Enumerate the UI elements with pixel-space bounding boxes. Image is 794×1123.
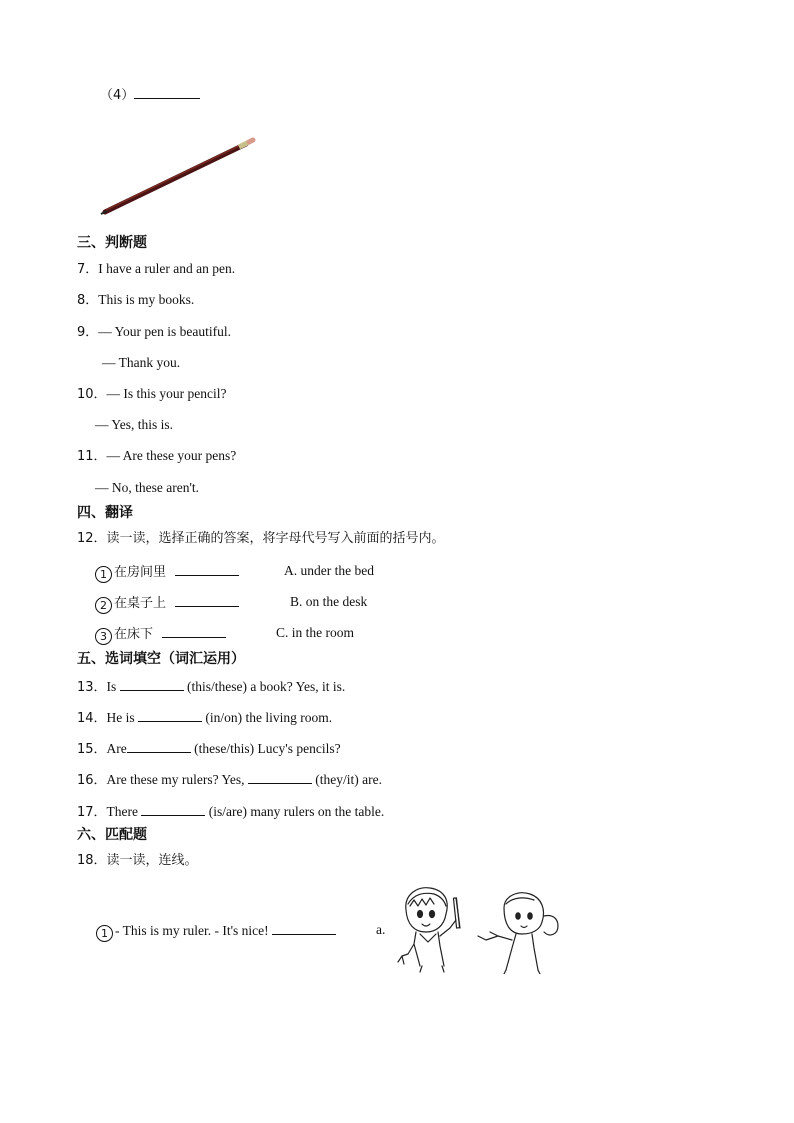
- question-14-before: He is: [106, 710, 135, 725]
- question-12-number: 12．: [77, 531, 107, 546]
- item-3-blank[interactable]: [162, 625, 226, 638]
- circled-number-1: 1: [96, 925, 113, 942]
- question-7-text: I have a ruler and an pen.: [98, 261, 236, 276]
- question-8-text: This is my books.: [98, 292, 195, 307]
- item-1-chinese: 在房间里: [114, 565, 167, 580]
- question-14-number: 14．: [77, 711, 107, 726]
- circled-number-2: 2: [95, 597, 112, 614]
- question-17-number: 17．: [77, 805, 107, 820]
- question-16-number: 16．: [77, 773, 107, 788]
- section-4-title: 四、翻译: [77, 505, 133, 521]
- question-12-item-1: [95, 563, 239, 583]
- question-12-instruction: 读一读，选择正确的答案，将字母代号写入前面的括号内。: [106, 531, 445, 546]
- item-3-chinese: 在床下: [114, 627, 154, 642]
- match-item-1-blank[interactable]: [272, 922, 336, 935]
- item-4-blank[interactable]: [134, 86, 200, 99]
- question-11: [77, 449, 236, 463]
- match-item-1: [96, 922, 336, 942]
- question-13-after: (this/these) a book? Yes, it is.: [187, 679, 346, 694]
- circled-number-3: 3: [95, 628, 112, 645]
- question-11-line-1: — Are these your pens?: [106, 448, 237, 463]
- section-6-title: 六、匹配题: [77, 827, 147, 843]
- option-c: C. in the room: [276, 625, 354, 640]
- question-10: [77, 387, 227, 401]
- question-18-instruction: 读一读，连线。: [106, 853, 198, 868]
- question-16-after: (they/it) are.: [315, 772, 382, 787]
- question-10-line-1: — Is this your pencil?: [106, 386, 227, 401]
- question-15-before: Are: [106, 741, 127, 756]
- item-2-blank[interactable]: [175, 594, 239, 607]
- item-1-blank[interactable]: [175, 563, 239, 576]
- question-17: [77, 803, 384, 819]
- question-7: [77, 262, 235, 276]
- question-14-after: (in/on) the living room.: [205, 710, 333, 725]
- question-15-number: 15．: [77, 742, 107, 757]
- option-a: A. under the bed: [284, 563, 374, 578]
- question-10-line-2: — Yes, this is.: [95, 417, 174, 432]
- question-16: [77, 771, 382, 787]
- section-3-title: 三、判断题: [77, 235, 147, 251]
- question-9: [77, 325, 231, 339]
- question-8-number: 8．: [77, 293, 99, 308]
- question-14-blank[interactable]: [138, 709, 202, 722]
- kids-cartoon-image: [394, 884, 566, 974]
- question-13-number: 13．: [77, 680, 107, 695]
- question-12: [77, 532, 445, 545]
- question-11-line-2: — No, these aren't.: [95, 480, 200, 495]
- question-13-before: Is: [106, 679, 117, 694]
- question-7-number: 7．: [77, 262, 99, 277]
- match-item-1-text: - This is my ruler. - It's nice!: [115, 923, 269, 938]
- question-17-blank[interactable]: [141, 803, 205, 816]
- item-4-line: [100, 86, 200, 102]
- question-9-line-1: — Your pen is beautiful.: [98, 324, 232, 339]
- question-16-blank[interactable]: [248, 771, 312, 784]
- item-2-chinese: 在桌子上: [114, 596, 167, 611]
- boy-figure: [398, 888, 460, 972]
- question-16-before: Are these my rulers? Yes,: [106, 772, 245, 787]
- option-b: B. on the desk: [290, 594, 368, 609]
- question-9-number: 9．: [77, 325, 99, 340]
- question-18: [77, 854, 198, 867]
- question-13-blank[interactable]: [120, 678, 184, 691]
- item-4-label: （4）: [100, 88, 135, 103]
- question-17-before: There: [106, 804, 139, 819]
- section-5-title: 五、选词填空（词汇运用）: [77, 651, 245, 667]
- question-13: [77, 678, 345, 694]
- question-18-number: 18．: [77, 853, 107, 868]
- match-option-a: a.: [376, 922, 386, 937]
- question-11-number: 11．: [77, 449, 107, 464]
- question-8: [77, 293, 194, 307]
- question-14: [77, 709, 332, 725]
- question-12-item-2: [95, 594, 239, 614]
- pencil-image: [98, 135, 258, 217]
- circled-number-1: 1: [95, 566, 112, 583]
- girl-figure: [478, 893, 558, 974]
- question-10-number: 10．: [77, 387, 107, 402]
- question-9-line-2: — Thank you.: [102, 355, 181, 370]
- question-17-after: (is/are) many rulers on the table.: [208, 804, 385, 819]
- question-15-after: (these/this) Lucy's pencils?: [194, 741, 341, 756]
- question-15: [77, 740, 341, 756]
- question-15-blank[interactable]: [127, 740, 191, 753]
- question-12-item-3: [95, 625, 226, 645]
